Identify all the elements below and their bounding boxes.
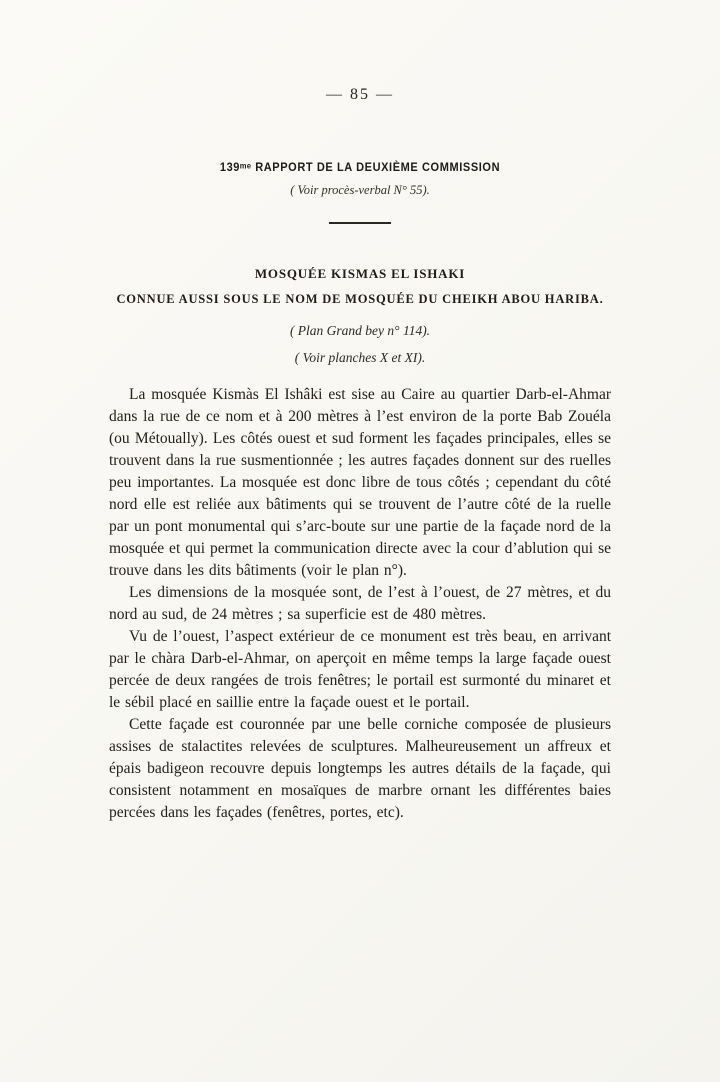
paragraph-3: Vu de l’ouest, l’aspect extérieur de ce monument est très beau, en arrivant par le chàra Darb-el-Ahmar, on aperçoit en même temps la large façade ouest percée de deux rangées de trois fenêtres; le portail est surmonté du minaret et le sébil placé en saillie entre la façade ouest et le portail. bbox=[109, 628, 611, 711]
page-number: — 85 — bbox=[326, 86, 394, 103]
body-text bbox=[109, 384, 611, 824]
article-subtitle-plan: ( Plan Grand bey n° 114). bbox=[289, 323, 431, 338]
report-heading: 139ᵐᵉ RAPPORT DE LA DEUXIÈME COMMISSION bbox=[219, 161, 501, 175]
paragraph-2: Les dimensions de la mosquée sont, de l’est à l’ouest, de 27 mètres, et du nord au sud, de 24 mètres ; sa superficie est de 480 mètres. bbox=[109, 584, 611, 623]
article-title-line2: CONNUE AUSSI SOUS LE NOM DE MOSQUÉE DU CHEIKH ABOU HARIBA. bbox=[116, 292, 604, 306]
report-subheading: ( Voir procès-verbal N° 55). bbox=[290, 183, 430, 197]
article-subtitle-planches: ( Voir planches X et XI). bbox=[294, 350, 426, 365]
article-title-line1: MOSQUÉE KISMAS EL ISHAKI bbox=[254, 266, 466, 281]
section-divider-rule bbox=[329, 222, 391, 224]
paragraph-1: La mosquée Kismàs El Ishâki est sise au Caire au quartier Darb-el-Ahmar dans la rue de ce nom et à 200 mètres à l’est environ de la porte Bab Zouéla (ou Métoually). Les côtés ouest et sud forment les façades principales, elles se trouvent dans la rue susmentionnée ; les autres façades donnent sur des ruelles peu importantes. La mosquée est donc libre de tous côtés ; cependant du côté nord elle est reliée aux bâtiments qui se trouvent de l’autre côté de la ruelle par un pont monumental qui s’arc-boute sur une partie de la façade nord de la mosquée et qui permet la communication directe avec la cour d’ablution qui se trouve dans les dits bâtiments (voir le plan n°). bbox=[109, 386, 611, 579]
paragraph-4: Cette façade est couronnée par une belle corniche composée de plusieurs assises de stalactites relevées de sculptures. Malheureusement un affreux et épais badigeon recouvre depuis longtemps les autres détails de la façade, qui consistent notamment en mosaïques de marbre ornant les différentes baies percées dans les façades (fenêtres, portes, etc). bbox=[109, 716, 611, 821]
